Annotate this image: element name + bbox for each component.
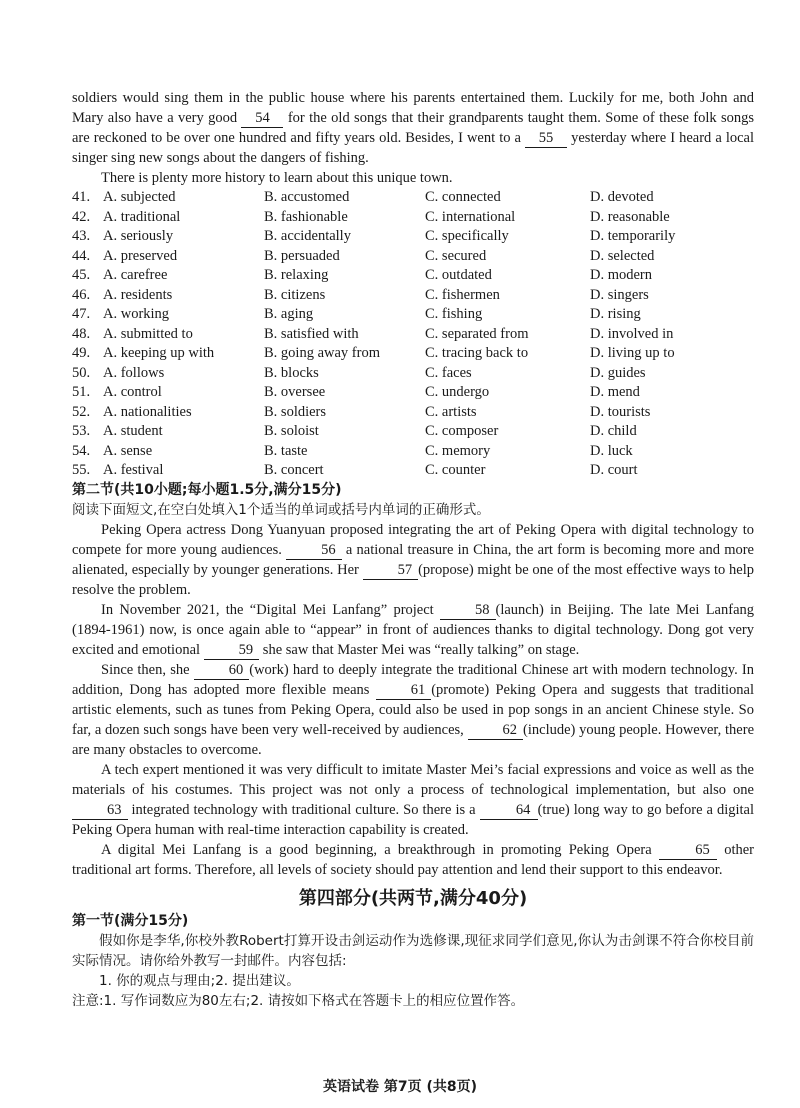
grammar-paragraph xyxy=(72,520,754,600)
option-c[interactable]: C. specifically xyxy=(425,228,509,244)
section-heading: 第一节(满分15分) xyxy=(72,912,189,929)
option-b[interactable]: B. oversee xyxy=(264,384,326,400)
text: (true) long way to go before a digital Peking Opera human with real-time interaction capability is created. xyxy=(72,801,754,838)
grammar-paragraph xyxy=(72,660,754,760)
option-b[interactable]: B. accustomed xyxy=(264,189,350,205)
blank-63[interactable]: 63 xyxy=(72,802,128,820)
question-number: 45. xyxy=(72,267,91,283)
question-number: 52. xyxy=(72,403,91,420)
option-d[interactable]: D. rising xyxy=(590,306,641,322)
writing-note: 注意:1. 写作词数应为80左右;2. 请按如下格式在答题卡上的相应位置作答。 xyxy=(72,992,525,1009)
page-footer: 英语试卷 第7页 (共8页) xyxy=(322,1079,478,1095)
section-heading: 第二节(共10小题;每小题1.5分,满分15分) xyxy=(72,481,342,498)
writing-prompt: 假如你是李华,你校外教Robert打算开设击剑运动作为选修课,现征求同学们意见,你认为击剑课不符合你校目前实际情况。请你给外教写一封邮件。内容包括: xyxy=(72,932,754,969)
option-row xyxy=(72,383,754,403)
question-number: 50. xyxy=(72,364,91,381)
option-c[interactable]: C. undergo xyxy=(425,384,490,400)
text: In November 2021, the “Digital Mei Lanfang” project xyxy=(101,601,434,618)
option-d[interactable]: D. modern xyxy=(590,267,653,283)
text: integrated technology with traditional culture. So there is a xyxy=(131,801,476,818)
option-b[interactable]: B. soldiers xyxy=(264,403,327,420)
option-c[interactable]: C. outdated xyxy=(425,267,492,283)
option-row xyxy=(72,227,754,247)
question-number: 43. xyxy=(72,228,91,244)
option-row xyxy=(72,286,754,306)
text: a national treasure in China, the art form is becoming more and more alienated, especially by younger generations. Her xyxy=(72,541,754,578)
text: for the old songs that their grandparents taught them. Some of these folk songs are reckoned to be over one hundred and fifty years old. Besides, I went to a xyxy=(72,110,755,146)
blank-62[interactable]: 62 xyxy=(468,722,524,740)
blank-64[interactable]: 64 xyxy=(480,802,538,820)
option-row xyxy=(72,344,754,364)
option-b[interactable]: B. concert xyxy=(264,462,324,478)
passage-paragraph xyxy=(72,88,754,168)
option-d[interactable]: D. court xyxy=(590,462,638,478)
option-d[interactable]: D. involved in xyxy=(590,325,674,342)
option-d[interactable]: D. devoted xyxy=(590,189,654,205)
option-b[interactable]: B. fashionable xyxy=(264,208,348,225)
option-c[interactable]: C. fishing xyxy=(425,306,483,322)
text: (promote) Peking Opera and suggests that traditional artistic elements, such as tunes from Peking Opera, could also be used in pop songs in an ancient Chinese style. So far, a dozen such songs have been very well-received by audiences, xyxy=(72,681,755,738)
option-d[interactable]: D. reasonable xyxy=(590,208,670,225)
option-a[interactable]: A. keeping up with xyxy=(103,345,215,361)
question-number: 42. xyxy=(72,208,91,225)
option-d[interactable]: D. singers xyxy=(590,286,649,303)
blank-65[interactable]: 65 xyxy=(659,842,717,860)
question-number: 53. xyxy=(72,423,91,439)
option-b[interactable]: B. satisfied with xyxy=(264,325,359,342)
passage-paragraph: There is plenty more history to learn about this unique town. xyxy=(101,170,453,186)
blank-54[interactable]: 54 xyxy=(241,110,283,128)
text: she saw that Master Mei was “really talking” on stage. xyxy=(262,641,580,658)
text: Peking Opera actress Dong Yuanyuan proposed integrating the art of Peking Opera with digital technology to compete for more young audiences. xyxy=(72,521,754,558)
option-row xyxy=(72,266,754,286)
option-a[interactable]: A. control xyxy=(103,384,162,400)
question-number: 51. xyxy=(72,384,91,400)
blank-56[interactable]: 56 xyxy=(286,542,342,560)
option-row xyxy=(72,422,754,442)
option-a[interactable]: A. subjected xyxy=(103,189,176,205)
text: (launch) in Beijing. The late Mei Lanfang (1894-1961) now, is once again able to “appear” in front of audiences thanks to digital technology. Dong got very excited and emotional xyxy=(72,601,755,658)
option-c[interactable]: C. separated from xyxy=(425,325,529,342)
text: yesterday where I heard a local singer sing new songs about the dangers of fishing. xyxy=(72,130,755,166)
option-c[interactable]: C. fishermen xyxy=(425,286,500,303)
option-c[interactable]: C. artists xyxy=(425,403,477,420)
option-a[interactable]: A. working xyxy=(103,306,170,322)
option-d[interactable]: D. mend xyxy=(590,384,640,400)
option-b[interactable]: B. persuaded xyxy=(264,247,340,264)
question-number: 49. xyxy=(72,345,91,361)
option-c[interactable]: C. faces xyxy=(425,364,472,381)
text: (include) young people. However, there are many obstacles to overcome. xyxy=(72,721,754,758)
option-d[interactable]: D. selected xyxy=(590,247,655,264)
grammar-paragraph xyxy=(72,840,754,880)
text: A tech expert mentioned it was very difficult to imitate Master Mei’s facial expressions and voice as well as the materials of his costumes. This project was not only a process of technological implementation, but also one xyxy=(72,761,754,798)
text: Since then, she xyxy=(101,661,190,678)
option-b[interactable]: B. aging xyxy=(264,306,314,322)
text: soldiers would sing them in the public house where his parents entertained them. Luckily for me, both John and Mary also have a very good xyxy=(72,90,754,126)
option-a[interactable]: A. student xyxy=(103,423,163,439)
option-b[interactable]: B. going away from xyxy=(264,345,380,361)
option-a[interactable]: A. traditional xyxy=(103,208,181,225)
option-a[interactable]: A. seriously xyxy=(103,228,174,244)
option-a[interactable]: A. festival xyxy=(103,462,164,478)
option-a[interactable]: A. carefree xyxy=(103,267,168,283)
option-b[interactable]: B. blocks xyxy=(264,364,319,381)
option-c[interactable]: C. composer xyxy=(425,423,499,439)
option-row xyxy=(72,247,754,267)
option-c[interactable]: C. international xyxy=(425,208,516,225)
option-b[interactable]: B. relaxing xyxy=(264,267,329,283)
option-a[interactable]: A. residents xyxy=(103,286,173,303)
blank-60[interactable]: 60 xyxy=(194,662,250,680)
option-a[interactable]: A. follows xyxy=(103,364,165,381)
option-b[interactable]: B. accidentally xyxy=(264,228,351,244)
option-c[interactable]: C. connected xyxy=(425,189,501,205)
question-number: 48. xyxy=(72,325,91,342)
page-content xyxy=(72,88,754,1011)
option-row xyxy=(72,208,754,228)
option-d[interactable]: D. guides xyxy=(590,364,646,381)
question-number: 41. xyxy=(72,189,91,205)
part-title: 第四部分(共两节,满分40分) xyxy=(298,887,528,909)
options-list xyxy=(72,188,754,481)
option-c[interactable]: C. secured xyxy=(425,247,487,264)
grammar-paragraph xyxy=(72,600,754,660)
text: (work) hard to deeply integrate the traditional Chinese art with modern technology. In addition, Dong has adopted more flexible means xyxy=(72,661,755,698)
blank-61[interactable]: 61 xyxy=(376,682,432,700)
writing-points: 1. 你的观点与理由;2. 提出建议。 xyxy=(99,972,300,989)
question-number: 46. xyxy=(72,286,91,303)
blank-55[interactable]: 55 xyxy=(525,130,567,148)
option-a[interactable]: A. sense xyxy=(103,442,153,459)
option-d[interactable]: D. luck xyxy=(590,442,633,459)
text: other traditional art forms. Therefore, all levels of society should pay attention and lend their support to this endeavor. xyxy=(72,841,755,878)
option-d[interactable]: D. living up to xyxy=(590,345,675,361)
question-number: 44. xyxy=(72,247,91,264)
option-row xyxy=(72,461,754,481)
option-b[interactable]: B. citizens xyxy=(264,286,326,303)
option-a[interactable]: A. nationalities xyxy=(103,403,192,420)
option-c[interactable]: C. memory xyxy=(425,442,491,459)
option-row xyxy=(72,403,754,423)
option-b[interactable]: B. soloist xyxy=(264,423,319,439)
section-instruction: 阅读下面短文,在空白处填入1个适当的单词或括号内单词的正确形式。 xyxy=(72,501,490,518)
question-number: 55. xyxy=(72,462,91,478)
blank-58[interactable]: 58 xyxy=(440,602,496,620)
blank-57[interactable]: 57 xyxy=(363,562,419,580)
grammar-paragraph xyxy=(72,760,754,840)
option-d[interactable]: D. child xyxy=(590,423,637,439)
option-b[interactable]: B. taste xyxy=(264,442,308,459)
option-row xyxy=(72,188,754,208)
blank-59[interactable]: 59 xyxy=(204,642,260,660)
option-row xyxy=(72,325,754,345)
option-c[interactable]: C. counter xyxy=(425,462,486,478)
option-row xyxy=(72,305,754,325)
option-c[interactable]: C. tracing back to xyxy=(425,345,529,361)
question-number: 47. xyxy=(72,306,91,322)
option-row xyxy=(72,364,754,384)
option-a[interactable]: A. preserved xyxy=(103,247,178,264)
option-a[interactable]: A. submitted to xyxy=(103,325,193,342)
text: A digital Mei Lanfang is a good beginning, a breakthrough in promoting Peking Opera xyxy=(101,841,652,858)
option-row xyxy=(72,442,754,462)
text: (propose) might be one of the most effective ways to help resolve the problem. xyxy=(72,561,754,598)
option-d[interactable]: D. temporarily xyxy=(590,228,676,244)
option-d[interactable]: D. tourists xyxy=(590,403,651,420)
question-number: 54. xyxy=(72,442,91,459)
